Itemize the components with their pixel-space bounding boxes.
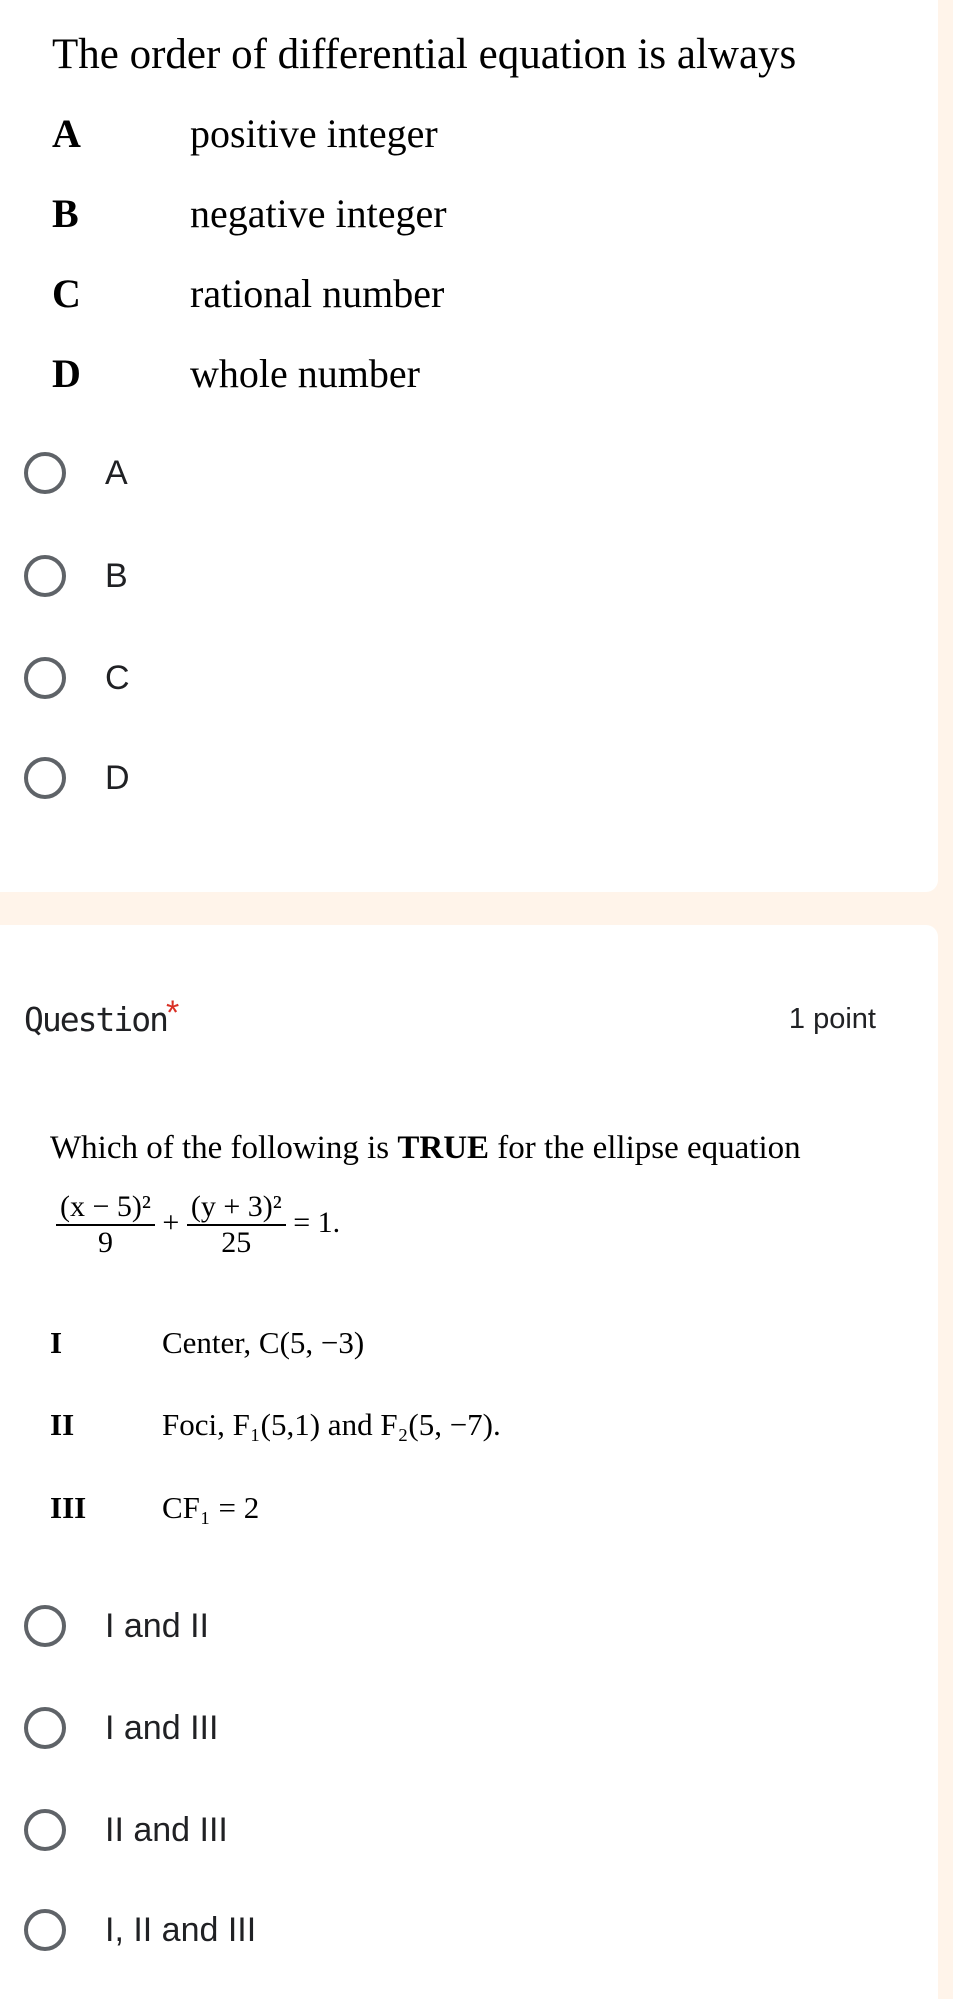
radio-label: II and III bbox=[105, 1811, 228, 1849]
radio-label: I and III bbox=[105, 1709, 219, 1747]
radio-button[interactable] bbox=[24, 1909, 66, 1951]
question-2-stem bbox=[50, 1130, 801, 1167]
radio-label: D bbox=[105, 759, 130, 797]
plus-sign: + bbox=[162, 1205, 180, 1239]
stem-emphasis: TRUE bbox=[397, 1130, 490, 1166]
radio-button[interactable] bbox=[24, 1707, 66, 1749]
option-letter: D bbox=[52, 351, 81, 396]
option-letter: B bbox=[52, 191, 79, 236]
radio-choice-a[interactable] bbox=[0, 440, 900, 510]
stem-suffix: for the ellipse equation bbox=[489, 1130, 801, 1166]
radio-choice-d[interactable] bbox=[0, 745, 900, 815]
radio-label: A bbox=[105, 454, 128, 492]
radio-button[interactable] bbox=[24, 1605, 66, 1647]
radio-button[interactable] bbox=[24, 452, 66, 494]
equation-rhs: = 1. bbox=[293, 1205, 341, 1239]
statement-numeral: II bbox=[50, 1407, 75, 1442]
radio-choice-i-ii[interactable] bbox=[0, 1593, 900, 1663]
denominator: 25 bbox=[221, 1226, 252, 1259]
statement-numeral: III bbox=[50, 1490, 87, 1525]
option-text: rational number bbox=[190, 271, 445, 316]
statement-text: Center, C(5, −3) bbox=[162, 1325, 365, 1360]
radio-label: B bbox=[105, 557, 128, 595]
option-text: negative integer bbox=[190, 191, 447, 236]
stem-prefix: Which of the following is bbox=[50, 1130, 398, 1166]
numerator: (x − 5)² bbox=[56, 1190, 155, 1226]
option-text: whole number bbox=[190, 351, 420, 396]
fraction-2 bbox=[187, 1190, 286, 1260]
ellipse-equation bbox=[56, 1190, 340, 1260]
points-label: 1 point bbox=[788, 1003, 876, 1035]
numerator: (y + 3)² bbox=[187, 1190, 286, 1226]
question-card-1 bbox=[0, 0, 938, 892]
radio-label: C bbox=[105, 659, 130, 697]
question-card-2 bbox=[0, 925, 938, 1999]
radio-label: I and II bbox=[105, 1607, 209, 1645]
question-1-stem: The order of differential equation is always bbox=[52, 31, 797, 78]
statement-numeral: I bbox=[50, 1325, 63, 1360]
radio-button[interactable] bbox=[24, 1809, 66, 1851]
option-letter: C bbox=[52, 271, 81, 316]
option-letter: A bbox=[52, 111, 81, 156]
option-text: positive integer bbox=[190, 111, 438, 156]
statement-text: Foci, F₁(5,1) and F₂(5, −7). bbox=[162, 1407, 501, 1442]
required-asterisk: * bbox=[166, 994, 180, 1032]
radio-choice-b[interactable] bbox=[0, 543, 900, 613]
radio-choice-ii-iii[interactable] bbox=[0, 1797, 900, 1867]
denominator: 9 bbox=[97, 1226, 113, 1259]
question-title: Question bbox=[24, 1000, 167, 1039]
radio-choice-i-iii[interactable] bbox=[0, 1695, 900, 1765]
radio-label: I, II and III bbox=[105, 1911, 257, 1949]
statement-text: CF₁ = 2 bbox=[162, 1490, 260, 1525]
radio-button[interactable] bbox=[24, 657, 66, 699]
radio-button[interactable] bbox=[24, 555, 66, 597]
radio-choice-c[interactable] bbox=[0, 645, 900, 715]
fraction-1 bbox=[56, 1190, 155, 1260]
radio-choice-all[interactable] bbox=[0, 1897, 900, 1967]
radio-button[interactable] bbox=[24, 757, 66, 799]
